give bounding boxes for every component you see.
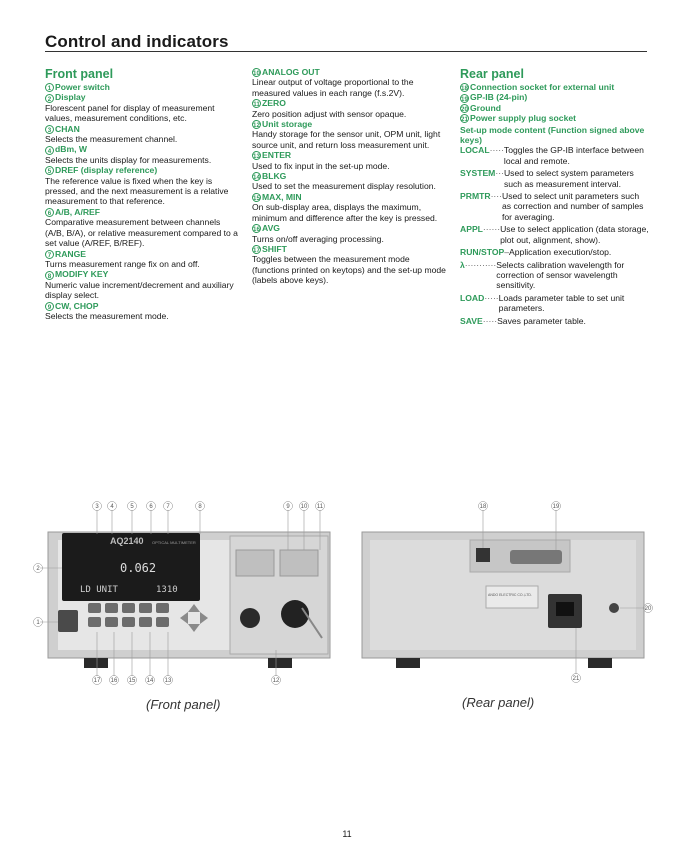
setup-desc: Use to select application (data storage, plot out, alignment, show). [500, 224, 649, 245]
front-item [45, 165, 240, 207]
front-item-desc: Selects the measurement mode. [45, 310, 169, 321]
middle-item-label: MAX, MIN [262, 191, 302, 202]
middle-item-desc: Turns on/off averaging processing. [252, 233, 384, 244]
setup-key: λ [460, 259, 465, 270]
callout-number: 14 [146, 678, 154, 684]
rear-item-label: Ground [470, 102, 502, 113]
rear-panel-caption: (Rear panel) [462, 695, 535, 710]
middle-item-heading [252, 98, 448, 108]
setup-dots: ··········· [464, 259, 497, 270]
front-item-heading [45, 249, 240, 259]
setup-desc: Application execution/stop. [509, 247, 612, 258]
rear-item-number: 20 [461, 106, 468, 114]
setup-desc: Saves parameter table. [497, 315, 586, 326]
panel-photos [36, 500, 652, 730]
external-unit-socket [476, 548, 490, 562]
front-item-desc: Selects the units display for measurements. [45, 154, 212, 165]
rear-nameplate [486, 586, 538, 608]
middle-item-heading [252, 171, 448, 181]
middle-item-number: 10 [253, 70, 260, 78]
middle-item-label: Unit storage [262, 119, 313, 130]
front-item-label: A/B, A/REF [55, 206, 101, 217]
front-item-label: CW, CHOP [55, 300, 99, 311]
middle-item-heading [252, 119, 448, 129]
middle-item-heading [252, 67, 448, 77]
front-item-label: Power switch [55, 82, 110, 92]
rear-item-heading [460, 103, 650, 113]
setup-row [460, 293, 650, 314]
middle-item [252, 150, 448, 171]
front-panel-photo [34, 502, 331, 685]
display-sub-right: 1310 [156, 585, 178, 595]
setup-row [460, 316, 650, 326]
middle-item-label: ANALOG OUT [262, 67, 320, 77]
setup-dots: ····· [484, 292, 499, 303]
front-panel-caption: (Front panel) [146, 697, 221, 712]
rear-item-number: 18 [461, 85, 468, 93]
setup-key: APPL [460, 224, 483, 235]
front-item-desc: Selects the measurement channel. [45, 134, 178, 145]
front-item-desc: Florescent panel for display of measurement values, measurement conditions, etc. [45, 102, 215, 124]
setup-row [460, 168, 650, 189]
rear-item-heading [460, 113, 650, 123]
rear-plate-text: ANDO ELECTRIC CO.,LTD. [488, 593, 532, 597]
middle-item-label: ZERO [262, 98, 286, 109]
setup-row [460, 260, 650, 291]
middle-item [252, 119, 448, 150]
rear-panel-column [460, 67, 650, 326]
front-item-number: 6 [45, 208, 54, 217]
rear-item [460, 103, 650, 113]
callout-number: 10 [300, 504, 308, 510]
setup-desc: Selects calibration wavelength for correction of sensor wavelength sensitivity. [496, 259, 625, 291]
rear-panel-photo [362, 502, 653, 683]
callout-number: 2 [36, 566, 40, 572]
rear-item-heading [460, 82, 650, 92]
middle-item-number: 17 [253, 247, 260, 255]
rear-item-heading [460, 92, 650, 102]
middle-item-label: BLKG [262, 171, 287, 182]
power-switch [58, 610, 78, 632]
middle-item-label: SHIFT [262, 243, 287, 254]
setup-dots: ······ [482, 224, 501, 235]
front-item-number: 1 [45, 83, 54, 92]
front-item-desc: Turns measurement range fix on and off. [45, 258, 200, 269]
front-item [45, 144, 240, 165]
front-item-label: MODIFY KEY [55, 269, 109, 280]
callout-number: 18 [479, 504, 487, 510]
setup-desc: Used to select unit parameters such as correction and number of samples for averaging. [502, 191, 644, 222]
gpib-connector [510, 550, 562, 564]
title-rule [45, 51, 647, 52]
setup-desc: Toggles the GP-IB interface between local and remote. [503, 145, 644, 166]
front-item-label: dBm, W [55, 144, 87, 155]
middle-column [252, 67, 448, 286]
callout-number: 11 [316, 504, 324, 510]
middle-item [252, 98, 448, 119]
setup-key: RUN/STOP [460, 247, 505, 258]
front-item [45, 269, 240, 300]
middle-item-desc: On sub-display area, displays the maximum, minimum and difference after the key is pressed. [252, 202, 438, 223]
middle-item-number: 16 [253, 226, 260, 234]
middle-item-desc: Toggles between the measurement mode (functions printed on keytops) and the set-up mode (labels above keys). [252, 254, 446, 286]
setup-key: LOCAL [460, 145, 490, 156]
middle-item [252, 223, 448, 244]
middle-item [252, 244, 448, 286]
front-item-heading [45, 165, 240, 175]
front-item-number: 7 [45, 250, 54, 259]
rear-panel-list [460, 82, 650, 124]
front-item-heading [45, 124, 240, 134]
front-item-heading [45, 269, 240, 279]
rear-item [460, 92, 650, 102]
middle-item-desc: Used to set the measurement display resolution. [252, 181, 436, 192]
callout-number: 9 [286, 504, 290, 510]
callout-number: 3 [95, 504, 99, 510]
setup-desc: Used to select system parameters such as measurement interval. [503, 168, 634, 189]
setup-dots: ··· [495, 168, 504, 179]
callout-number: 20 [644, 606, 652, 612]
setup-key: LOAD [460, 292, 485, 303]
middle-item-desc: Zero position adjust with sensor opaque. [252, 108, 407, 119]
middle-item-desc: Used to fix input in the set-up mode. [252, 160, 390, 171]
display-model-sub: OPTICAL MULTIMETER [152, 540, 196, 545]
front-item-number: 5 [45, 166, 54, 175]
callout-number: 4 [110, 504, 114, 510]
rear-item-label: GP-IB (24-pin) [470, 92, 528, 103]
front-item-number: 8 [45, 271, 54, 280]
front-panel-heading: Front panel [45, 67, 114, 81]
front-item-number: 2 [45, 94, 54, 103]
front-item-heading [45, 207, 240, 217]
middle-item [252, 192, 448, 223]
setup-dots: ···· [490, 191, 503, 202]
middle-item-heading [252, 192, 448, 202]
front-item-number: 3 [45, 125, 54, 134]
setup-list [460, 145, 650, 326]
front-item-desc: Numeric value increment/decrement and auxiliary display select. [45, 279, 234, 301]
setup-row [460, 247, 650, 257]
display-sub-left: LD UNIT [80, 585, 118, 595]
callout-number: 13 [164, 678, 172, 684]
callout-number: 5 [130, 504, 134, 510]
front-item [45, 82, 240, 92]
front-item-number: 9 [45, 302, 54, 311]
setup-heading: Set-up mode content (Function signed above keys) [460, 124, 645, 146]
front-panel-column [45, 67, 240, 321]
front-item-label: DREF (display reference) [55, 165, 158, 176]
rear-item [460, 82, 650, 92]
callout-number: 16 [110, 678, 118, 684]
front-item-heading [45, 144, 240, 154]
setup-key: PRMTR [460, 191, 491, 202]
middle-item-heading [252, 223, 448, 233]
display-model: AQ2140 [110, 536, 144, 546]
callout-number: 17 [93, 678, 101, 684]
front-item [45, 249, 240, 270]
middle-item [252, 171, 448, 192]
front-item-number: 4 [45, 146, 54, 155]
middle-item-label: ENTER [262, 150, 292, 161]
front-item [45, 301, 240, 322]
page-number: 11 [342, 829, 352, 839]
middle-item-heading [252, 150, 448, 160]
front-item [45, 124, 240, 145]
callout-number: 12 [272, 678, 280, 684]
callout-number: 19 [552, 504, 560, 510]
callout-number: 1 [36, 620, 40, 626]
front-item [45, 92, 240, 123]
callout-number: 21 [572, 676, 580, 682]
front-item-label: RANGE [55, 248, 87, 259]
setup-key: SAVE [460, 315, 483, 326]
setup-row [460, 224, 650, 245]
middle-item-number: 13 [253, 153, 260, 161]
front-panel-list [45, 82, 240, 321]
rear-panel-heading: Rear panel [460, 67, 524, 81]
rear-item-number: 19 [461, 95, 468, 103]
middle-item-desc: Linear output of voltage proportional to the measured values in each range (f.s.2V). [252, 77, 414, 98]
setup-dots: ····· [482, 315, 498, 326]
rear-item-number: 21 [461, 116, 468, 124]
setup-dots: – [504, 247, 510, 258]
rear-item [460, 113, 650, 123]
callout-number: 7 [166, 504, 170, 510]
callout-number: 8 [198, 504, 202, 510]
middle-item [252, 67, 448, 98]
middle-item-heading [252, 244, 448, 254]
rear-item-label: Power supply plug socket [470, 113, 577, 124]
front-item-label: CHAN [55, 123, 80, 134]
callout-number: 6 [149, 504, 153, 510]
middle-item-number: 11 [253, 101, 260, 109]
setup-key: SYSTEM [460, 168, 496, 179]
middle-item-number: 15 [253, 195, 260, 203]
setup-desc: Loads parameter table to set unit parameters. [498, 292, 625, 314]
front-item-desc: The reference value is fixed when the key is pressed, and the next measurement is a relative measurement to that reference. [45, 175, 229, 207]
sensor-port [240, 608, 260, 628]
callout-number: 15 [128, 678, 136, 684]
front-item-heading [45, 301, 240, 311]
setup-row [460, 145, 650, 166]
front-item-desc: Comparative measurement between channels (A/B, B/A), or relative measurement compared to a set value (A/REF, B/REF). [45, 217, 238, 249]
display-value: 0.062 [120, 561, 157, 575]
setup-row [460, 191, 650, 222]
setup-dots: ····· [489, 145, 504, 156]
middle-item-desc: Handy storage for the sensor unit, OPM unit, light source unit, and return loss measurement unit. [252, 129, 441, 150]
front-item-heading [45, 92, 240, 102]
front-item [45, 207, 240, 249]
front-item-label: Display [55, 92, 86, 103]
middle-item-label: AVG [262, 223, 280, 234]
front-item-heading [45, 82, 240, 92]
middle-list [252, 67, 448, 286]
rear-item-label: Connection socket for external unit [470, 82, 615, 92]
middle-item-number: 14 [253, 174, 260, 182]
page-title: Control and indicators [45, 32, 229, 51]
ground-terminal [609, 603, 619, 613]
middle-item-number: 12 [253, 122, 260, 130]
